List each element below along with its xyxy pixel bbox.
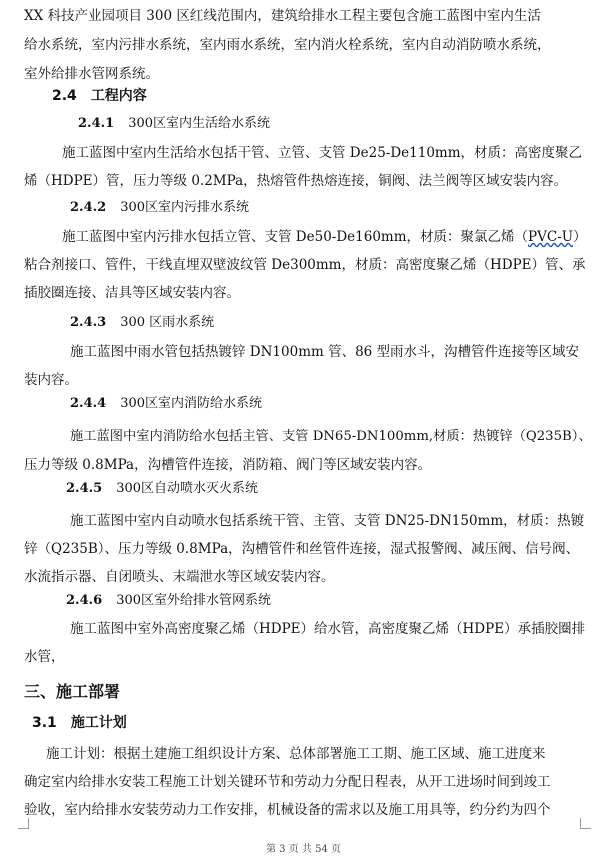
- section-number: 2.4.6: [66, 593, 103, 608]
- section-number: 2.4.1: [78, 116, 115, 131]
- s244-line-2: 压力等级 0.8MPa，沟槽管件连接，消防箱、阀门等区域安装内容。: [24, 457, 432, 473]
- intro-line-3: 室外给排水管网系统。: [24, 66, 159, 82]
- section-number: 2.4.4: [70, 396, 107, 411]
- section-number: 2.4.3: [70, 315, 107, 330]
- section-title: 300区室内消防给水系统: [120, 396, 263, 411]
- s245-line-3: 水流指示器、自闭喷头、末端泄水等区域安装内容。: [24, 569, 335, 585]
- s242-line-3: 插胶圈连接、洁具等区域安装内容。: [24, 285, 240, 301]
- s241-line-2: 烯（HDPE）管，压力等级 0.2MPa，热熔管件热熔连接，铜阀、法兰阀等区域安装内容。: [24, 173, 568, 189]
- section-number: 2.4.2: [70, 200, 107, 215]
- s246-line-2: 水管，: [24, 649, 65, 665]
- section-number: 2.4.5: [66, 481, 103, 496]
- section-title: 300区室内生活给水系统: [128, 116, 271, 131]
- s242-line-1-text: 施工蓝图中室内污排水包括立管、支管 De50-De160mm，材质：聚氯乙烯（: [62, 229, 529, 245]
- section-title: 300区室外给排水管网系统: [116, 593, 272, 608]
- section-title: 300区自动喷水灭火系统: [116, 481, 259, 496]
- section-2-4-5-heading: [66, 479, 258, 499]
- section-2-4-1-heading: [78, 114, 270, 134]
- s241-line-1: 施工蓝图中室内生活给水包括干管、立管、支管 De25-De110mm，材质：高密度聚乙: [62, 145, 583, 161]
- page-footer: 第 3 页 共 54 页: [266, 844, 341, 855]
- section-title: 施工计划: [70, 715, 127, 731]
- section-3-1-heading: [32, 713, 127, 733]
- section-number: 2.4: [52, 88, 77, 104]
- section-2-4-2-heading: [70, 198, 249, 218]
- intro-line-2: 给水系统，室内污排水系统，室内雨水系统，室内消火栓系统，室内自动消防喷水系统，: [24, 37, 551, 53]
- s31-line-3: 验收，室内给排水安装劳动力工作安排，机械设备的需求以及施工用具等，约分约为四个: [24, 802, 551, 818]
- s244-line-1: 施工蓝图中室内消防给水包括主管、支管 DN65-DN100mm,材质：热镀锌（Q235B）、: [70, 429, 592, 444]
- s31-line-2: 确定室内给排水安装工程施工计划关键环节和劳动力分配日程表，从开工进场时间到竣工: [24, 774, 551, 790]
- s243-line-2: 装内容。: [24, 372, 78, 388]
- s245-line-1: 施工蓝图中室内自动喷水包括系统干管、主管、支管 DN25-DN150mm，材质：热镀: [70, 513, 585, 529]
- section-number: 3.1: [32, 715, 57, 731]
- section-2-4-heading: [52, 86, 147, 106]
- section-title: 300区室内污排水系统: [120, 200, 250, 215]
- intro-line-1: XX 科技产业园项目 300 区红线范围内，建筑给排水工程主要包含施工蓝图中室内生活: [24, 8, 541, 24]
- section-title: 工程内容: [90, 88, 147, 104]
- s245-line-2: 锌（Q235B）、压力等级 0.8MPa，沟槽管件和丝管件连接，湿式报警阀、减压阀、信号阀、: [24, 541, 580, 557]
- s242-line-1-tail: ）: [573, 229, 587, 245]
- s242-line-1: [62, 227, 587, 247]
- s246-line-1: 施工蓝图中室外高密度聚乙烯（HDPE）给水管，高密度聚乙烯（HDPE）承插胶圈排: [70, 621, 586, 637]
- crop-mark-bottom-right: [580, 818, 591, 829]
- s242-line-2: 粘合剂接口、管件，干线直埋双壁波纹管 De300mm，材质：高密度聚乙烯（HDPE）管、承: [24, 257, 586, 273]
- section-title: 300 区雨水系统: [120, 315, 215, 330]
- spellcheck-flagged-word: PVC-U: [528, 229, 574, 245]
- section-2-4-6-heading: [66, 591, 271, 611]
- s31-line-1: 施工计划：根据土建施工组织设计方案、总体部署施工工期、施工区域、施工进度来: [46, 746, 546, 762]
- section-2-4-3-heading: [70, 313, 214, 333]
- s243-line-1: 施工蓝图中雨水管包括热镀锌 DN100mm 管、86 型雨水斗，沟槽管件连接等区域安: [70, 344, 580, 360]
- section-2-4-4-heading: [70, 394, 262, 414]
- chapter-3-heading: 三、施工部署: [24, 682, 121, 701]
